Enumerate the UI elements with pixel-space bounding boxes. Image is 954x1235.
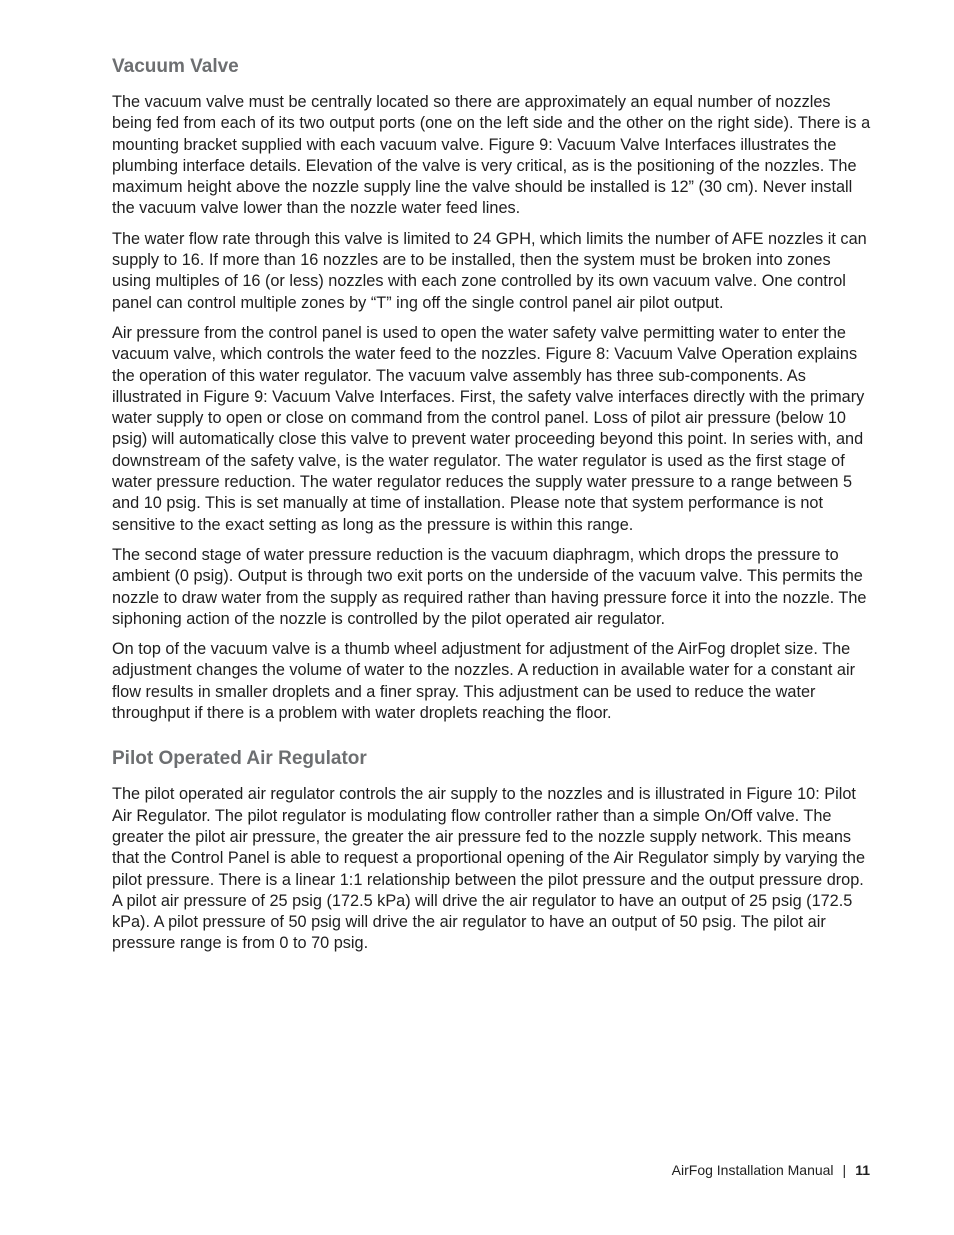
section-heading-pilot-operated-air-regulator: Pilot Operated Air Regulator — [112, 748, 367, 770]
footer-manual-title: AirFog Installation Manual — [671, 1162, 834, 1178]
section-heading-vacuum-valve: Vacuum Valve — [112, 56, 239, 77]
paragraph: The pilot operated air regulator controls the air supply to the nozzles and is illustrated in Figure 10: Pilot Air Regulator. The pilot regulator is modulating flow controller rather than a simple On/Off valve. The greater the pilot air pressure, the greater the air pressure fed to the nozzle supply network. This means that the Control Panel is able to request a proportional opening of the Air Regulator simply by varying the pilot pressure. There is a linear 1:1 relationship between the pilot pressure and the output pressure drop. A pilot air pressure of 25 psig (172.5 kPa) will drive the air regulator to have an output of 25 psig (172.5 kPa). A pilot pressure of 50 psig will drive the air regulator to have an output of 50 psig. The pilot air pressure range is from 0 to 70 psig. — [112, 785, 865, 953]
paragraph: The vacuum valve must be centrally located so there are approximately an equal number of nozzles being fed from each of its two output ports (one on the left side and the other on the right side). There is a mounting bracket supplied with each vacuum valve. Figure 9: Vacuum Valve Interfaces illustrates the plumbing interface details. Elevation of the valve is very critical, as is the positioning of the nozzles. The maximum height above the nozzle supply line the valve should be installed is 12” (30 cm). Never install the vacuum valve lower than the nozzle water feed lines. — [112, 93, 871, 218]
paragraph: The second stage of water pressure reduction is the vacuum diaphragm, which drops the pressure to ambient (0 psig). Output is through two exit ports on the underside of the vacuum valve. This permits the nozzle to draw water from the supply as required rather than having pressure force it into the nozzle. The siphoning action of the nozzle is controlled by the pilot operated air regulator. — [112, 545, 867, 628]
footer-separator: | — [842, 1162, 847, 1178]
page-content — [112, 55, 872, 964]
paragraph: The water flow rate through this valve is limited to 24 GPH, which limits the number of AFE nozzles it can supply to 16. If more than 16 nozzles are to be installed, then the system must be broken into zones using multiples of 16 (or less) nozzles with each zone controlled by its own vacuum valve. One control panel can control multiple zones by “T” ing off the single control panel air pilot output. — [112, 229, 867, 312]
paragraph: Air pressure from the control panel is used to open the water safety valve permitting water to enter the vacuum valve, which controls the water feed to the nozzles. Figure 8: Vacuum Valve Operation explains the operation of this water regulator. The vacuum valve assembly has three sub-components. As illustrated in Figure 9: Vacuum Valve Interfaces. First, the safety valve interfaces directly with the primary water supply to open or close on command from the control panel. Loss of pilot air pressure (below 10 psig) will automatically close this valve to prevent water proceeding beyond this point. In series with, and downstream of the safety valve, is the water regulator. The water regulator is used as the first stage of water pressure reduction. The water regulator reduces the supply water pressure to a range between 5 and 10 psig. This is set manually at time of installation. Please note that system performance is not sensitive to the exact setting as long as the pressure is within this range. — [112, 323, 865, 534]
paragraph: On top of the vacuum valve is a thumb wheel adjustment for adjustment of the AirFog droplet size. The adjustment changes the volume of water to the nozzles. A reduction in available water for a constant air flow results in smaller droplets and a finer spray. This adjustment can be used to reduce the water throughput if there is a problem with water droplets reaching the floor. — [112, 640, 856, 723]
page-footer — [672, 1162, 870, 1178]
page-number: 11 — [855, 1162, 870, 1178]
